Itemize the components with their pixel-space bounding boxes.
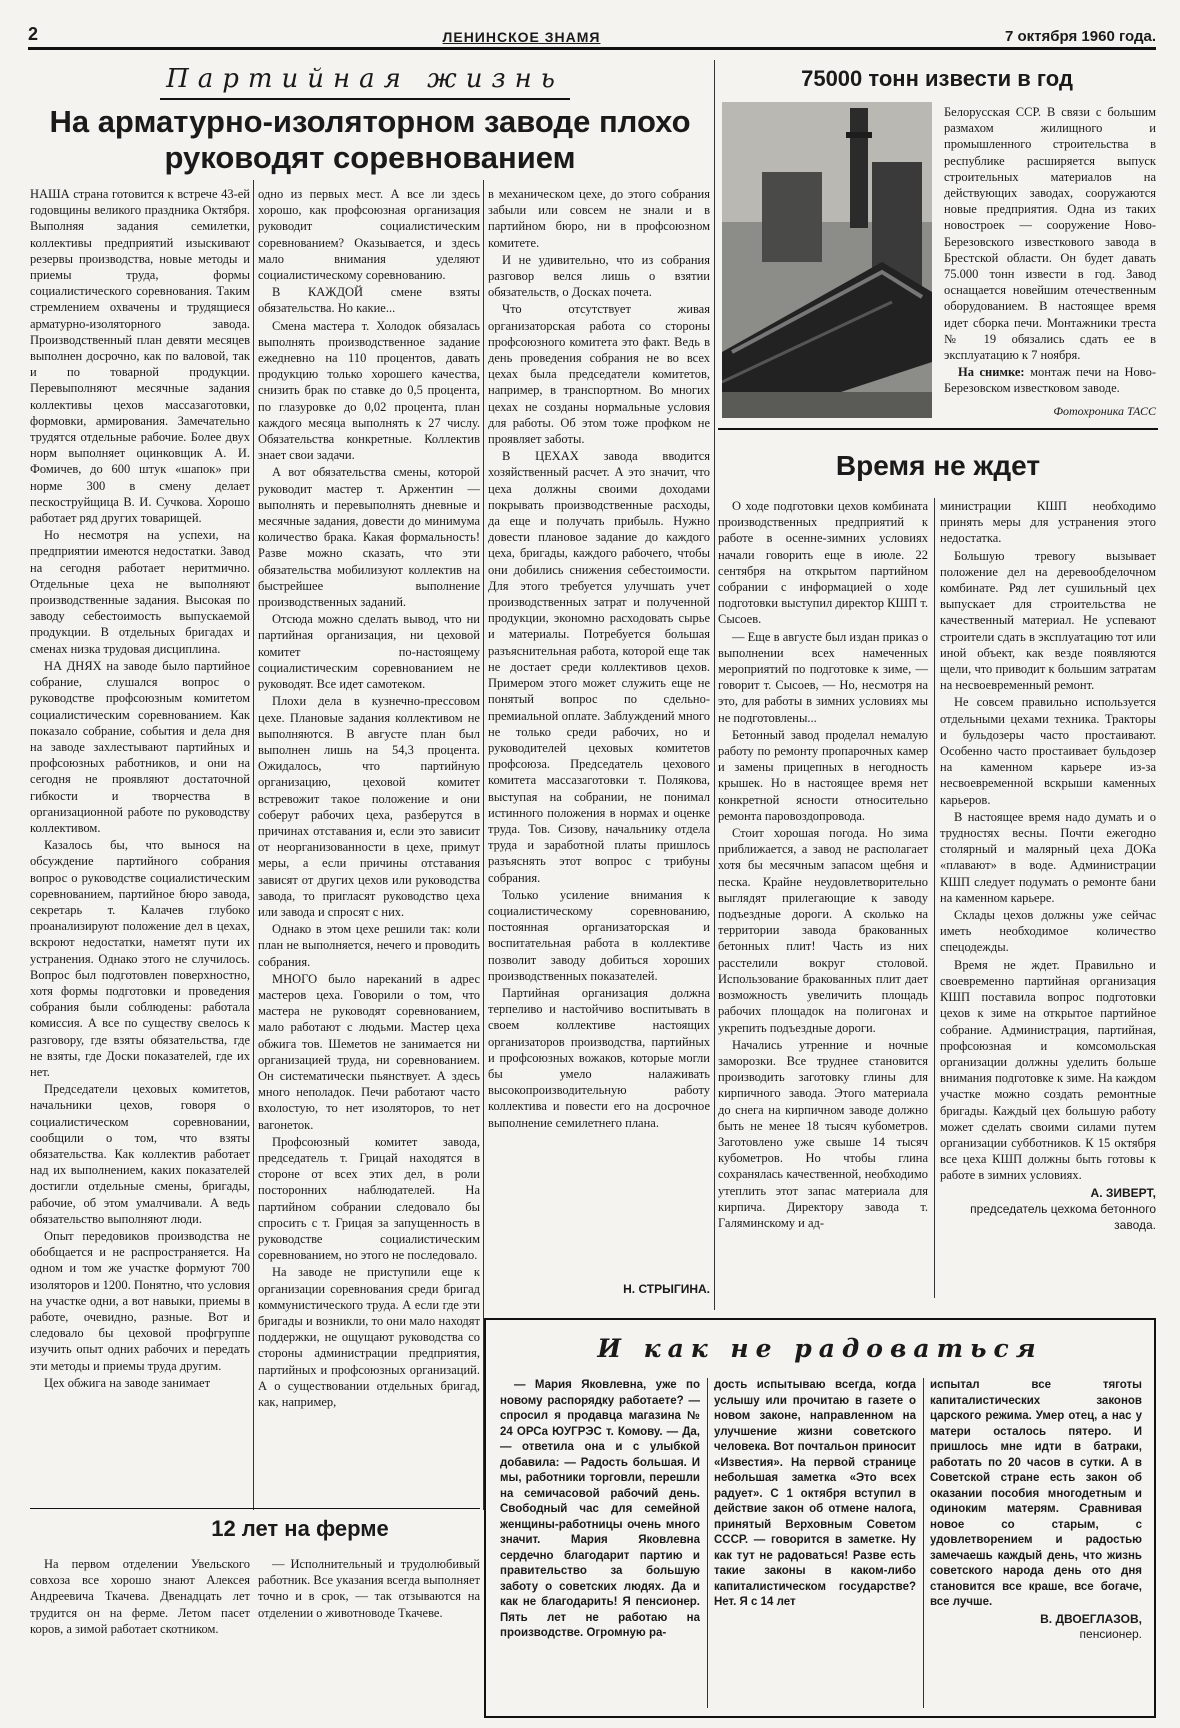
section-rubric: Партийная жизнь: [160, 64, 570, 100]
joy-column-1: [500, 1378, 700, 1708]
page-number: 2: [28, 24, 39, 44]
photo-caption: [944, 364, 1156, 396]
paragraph: Отсюда можно сделать вывод, что ни партийная организация, ни цеховой комитет по-настоящему социалистическим соревнованием не руководят. Все идет самотеком.: [258, 612, 480, 692]
joy-signature: В. ДВОЕГЛАЗОВ,: [1040, 1611, 1142, 1626]
photo-credit: Фотохроника ТАСС: [1053, 404, 1156, 418]
paragraph: Смена мастера т. Холодок обязалась выполнять производственное задание ежедневно на 110 процентов, давать продукцию только хорошего качества, снизить брак по ставке до 0,5 процента, по глазуровке до 0,02 процента, план каждого месяца выполнять к 27 числу. Обязательства конкретные. Коллектив знает свои задачи.: [258, 318, 480, 463]
joy-column-2: [714, 1378, 916, 1708]
paragraph: И не удивительно, что из собрания разговор велся лишь о взятии обязательств, о Досках почета.: [488, 252, 710, 300]
farm-title: 12 лет на ферме: [211, 1516, 389, 1541]
paragraph: Не совсем правильно используется отдельными цехами техника. Тракторы и бульдозеры часто простаивают. Особенно часто простаивает бульдозер на каменном карьере из-за несвоевременной вскрыши каменных карьеров.: [940, 695, 1156, 807]
lime-text: [944, 104, 1156, 404]
paragraph: Склады цехов должны уже сейчас иметь необходимое количество спецодежды.: [940, 908, 1156, 955]
paragraph: НАША страна готовится к встрече 43-ей годовщины великого праздника Октября. Выполняя задания семилетки, коллективы предприятий изыскивают резервы производства, новые методы и приемы труда, формы социалистического соревнования. Таким стремлением охвачены и трудящиеся арматурно-изоляторного завода. Производственный план девяти месяцев выполнен досрочно, как по валовой, так и по товарной продукции. Перевыполняют месячные задания коллективы цехов массазаготовки, формовки, армирования. Замечательно трудятся отдельные рабочие. Более двух норм выполняет оцинковщик А. И. Фомичев, до 600 штук «шапок» при норме 300 в смену делает пескоструйщица В. И. Сучкова. Хорошо работает ряд других товарищей.: [30, 187, 250, 526]
column-rule: [253, 180, 254, 1510]
section-divider: [30, 1508, 480, 1509]
farm-column-2: [258, 1556, 480, 1706]
paragraph: Начались утренние и ночные заморозки. Все труднее становится производить заготовку глины для кирпичного завода. Этого материала до снега на кирпичном заводе должно быть не менее 18 тысяч кубометров. Заготовлено уже свыше 14 тысяч кубометров. Но чтобы глина сохранялась качественной, необходимо утеплить этот запас материала для кирпича. Директору завода т. Галяминскому и ад-: [718, 1037, 928, 1230]
paragraph: Партийная организация должна терпеливо и настойчиво воспитывать в своем коллективе настоящих организаторов производства, партийных и профсоюзных вожаков, которые могли бы умело налаживать высокопроизводительную работу коллектива и повести его на досрочное выполнение семилетнего плана.: [488, 985, 710, 1130]
caption-label: На снимке:: [958, 365, 1025, 380]
column-rule: [483, 180, 484, 1510]
column-rule: [707, 1378, 708, 1708]
paragraph: Опыт передовиков производства не обобщается и не распространяется. На одном и том же участке формуют 700 изоляторов и 1200. Понятно, что условия на участке одни, а вот навыки, приемы в работе, очевидно, разные. Вот и следовало бы цеховой профгруппе изучить опыт одних рабочих и передать эти методы и приемы труда другим.: [30, 1229, 250, 1373]
paragraph: В настоящее время надо думать и о трудностях весны. Почти ежегодно столярный и малярный цеха ДОКа «плавают» в воде. Администрации КШП следует подумать о ремонте бани на каменном карьере.: [940, 809, 1156, 905]
masthead: [28, 24, 1156, 50]
paragraph: Бетонный завод проделал немалую работу по ремонту пропарочных камер и замены прицепных в негодность крышек. Но в настоящее время нет конкретной ясности относительно ремонта паровоздопровода.: [718, 727, 928, 823]
paragraph: Белорусская ССР. В связи с большим размахом жилищного и промышленного строительства в республике расширяется выпуск строительных материалов на действующих заводах, сооружаются новые предприятия. Одна из таких новостроек — сооружение Ново-Березовского известкового завода в Брестской области. Он будет давать 75.000 тонн извести в год. Завод оснащается новейшим отечественным оборудованием. В настоящее время идет сборка печи. Монтажники треста № 19 обязались сдать ее в эксплуатацию к 7 ноября.: [944, 105, 1156, 363]
column-rule: [934, 498, 935, 1298]
farm-column-1: [30, 1556, 250, 1706]
article-headline: На арматурно-изоляторном заводе плохо руководят соревнованием: [49, 104, 691, 175]
section-divider: [718, 428, 1158, 430]
paragraph: одно из первых мест. А все ли здесь хорошо, как профсоюзная организация руководит социалистическим соревнованием? Оказывается, и здесь мало внимания уделяют социалистическому соревнованию.: [258, 187, 480, 283]
paragraph: В ЦЕХАХ завода вводится хозяйственный расчет. А это значит, что цеха должны своими доходами покрывать производственные расходы, да еще и получать прибыль. Нужно довести плановое задание до каждого цеха, бригады, каждого рабочего, чтобы они добились снижения себестоимости. Для этого требуется улучшать учет производственных затрат и полученной продукции, экономно расходовать сырье и материалы. Потребуется большая разъяснительная работа, которой еще так не достает среди коллективов цехов. Примером этого может служить еще не понятый вопрос по сдельно-премиальной оплате. Заблуждений много не только среди рабочих, но и руководителей цеховых комитетов профсоюза. Председатель цехового комитета массазаготовки т. Полякова, выступая на собрании, не понимал истинного положения в нормах и оценке труда. Тов. Сизову, начальнику отдела труда и заработной платы пришлось разъяснять этот вопрос с трибуны собрания.: [488, 449, 710, 885]
paragraph: Стоит хорошая погода. Но зима приближается, а завод не располагает хотя бы месячным запасом щебня и песка. Крайне неудовлетворительно выглядят прилегающие к заводу подъездные дороги. А сколько на территории завода бракованных бетонных плит! Часть из них расстелили вокруг столовой. Использование бракованных плит дает возможность увеличить площадь рабочих площадок на полигонах и укрепить подъездные дороги.: [718, 826, 928, 1035]
paragraph: На заводе не приступили еще к организации соревнования среди бригад коммунистического труда. А если где эти бригады и возникли, то они мало находят поддержки, не ощущают руководства со стороны администрации предприятия, партийных и профсоюзных организаций. А о существовании отдельных бригад, как, например,: [258, 1265, 480, 1410]
paragraph: — Мария Яковлевна, уже по новому распорядку работаете? — спросил я продавца магазина № 24 ОРСа ЮУГРЭС т. Комову. — Да, — ответила она и с улыбкой добавила: — Радость большая. И мы, работники торговли, перешли на семичасовой рабочий день. Свободный час для семейной женщины-работницы очень много значит. Мария Яковлевна сердечно благодарит партию и правительство за большую заботу о советских людях. Да и как не благодарить! Я пенсионер. Пять лет не работаю на производстве. Огромную ра-: [500, 1379, 700, 1639]
paragraph: На первом отделении Увельского совхоза все хорошо знают Алексея Андреевича Ткачева. Двенадцать лет трудится он на ферме. Летом пасет коров, а зимой работает скотником.: [30, 1557, 250, 1636]
time-signature-role: председатель цехкома бетонного завода.: [970, 1201, 1156, 1232]
joy-title: И как не радоваться: [597, 1334, 1043, 1363]
paragraph: Только усиление внимания к социалистическому соревнованию, постоянная организаторская и воспитательная работа в коллективе позволит заводу добиться хороших производственных показателей.: [488, 887, 710, 983]
article-column-2: [258, 186, 480, 1504]
paragraph: Профсоюзный комитет завода, председатель т. Грицай находятся в стороне от всех этих дел, в роли посторонних наблюдателей. На партийном собрании следовало бы спросить с т. Грицая за запущенность в руководстве социалистическим соревнованием, но этого не последовало.: [258, 1134, 480, 1263]
paragraph: министрации КШП необходимо принять меры для устранения этого недостатка.: [940, 499, 1156, 546]
paragraph: в механическом цехе, до этого собрания забыли или совсем не знали и в партийном бюро, ни в профсоюзном комитете.: [488, 187, 710, 250]
paragraph: — Еще в августе был издан приказ о выполнении всех намеченных мероприятий по подготовке к зиме, — говорит т. Сысоев, — Но, несмотря на это, для работы в зимних условиях мы не подготовлены...: [718, 629, 928, 725]
lime-title: 75000 тонн извести в год: [801, 66, 1073, 91]
issue-date: 7 октября 1960 года.: [1004, 28, 1156, 45]
paragraph: Плохи дела в кузнечно-прессовом цехе. Плановые задания коллективом не выполняются. В августе план был выполнен лишь на 54,3 процента. Ожидалось, что партийную организацию, цеховой комитет встревожит такое положение и они соберут рабочих цеха, разберутся в причинах отставания и, если это зависит от неорганизованности в цехе, примут меры, а если причины отставания зависят от других цехов или руководства завода, то пригласят руководство цеха или завода и спросят с них.: [258, 694, 480, 919]
time-column-1: [718, 498, 928, 1298]
paragraph: дость испытываю всегда, когда услышу или прочитаю в газете о новом законе, направленном на улучшение жизни советского человека. Вот почтальон приносит «Известия». На первой странице небольшая заметка «Это всех радует». С 1 октября вступил в действие закон об отмене налога, принятый Верховным Советом СССР. — говорится в заметке. Ну как тут не радоваться! Разве есть такие законы в каком-либо капиталистическом государстве? Нет. Я с 14 лет: [714, 1379, 916, 1608]
time-title: Время не ждет: [835, 450, 1041, 481]
caption-text: монтаж печи на Ново-Березовском известковом заводе.: [944, 365, 1156, 396]
joy-signature-role: пенсионер.: [1079, 1627, 1142, 1641]
column-rule: [714, 60, 715, 1310]
paragraph: Большую тревогу вызывает положение дел на деревообделочном комбинате. Ряд лет сушильный цех выпускает для строительства не качественный материал. Не успевают строители сдать в эксплуатацию тот или иной объект, как везде появляются щели, что приводит к большим затратам на несвоевременный ремонт.: [940, 548, 1156, 693]
paragraph: Однако в этом цехе решили так: коли план не выполняется, нечего и проводить собрания.: [258, 922, 480, 969]
paragraph: НА ДНЯХ на заводе было партийное собрание, слушался вопрос о руководстве профсоюзным комитетом социалистическим соревнованием. Как показало собрание, события и дела дня на заводе захлестывают партийных и профсоюзных работников, и они на сегодня не проявляют достаточной гибкости и творчества в организационной работе по руководству коллективом.: [30, 658, 250, 835]
article-column-1: [30, 186, 250, 1494]
paragraph: Цех обжига на заводе занимает: [44, 1375, 211, 1390]
paragraph: Казалось бы, что вынося на обсуждение партийного собрания вопрос о руководстве социалистическим соревнованием, партийное бюро завода, секретарь т. Калачев глубоко проанализируют положение дел в цехах, вскроют недостатки, наметят пути их устранения. Однако этого не случилось. Вопрос был подготовлен поверхностно, хотя формы подготовки и проведения собрания были соблюдены: работала комиссия. А все по существу свелось к разговору, где взяты обязательства, где не взяты, где Доски показателей, где их нет.: [30, 838, 250, 1079]
paragraph: Председатели цеховых комитетов, начальники цехов, говоря о социалистическом соревновании, сообщили о том, что взяты обязательства. Как коллектив работает над их выполнением, каких показателей достигли отдельные смены, бригады, рабочие, об этом умалчивали. А ведь обязательство выполняют люди.: [30, 1082, 250, 1226]
paragraph: Время не ждет. Правильно и своевременно партийная организация КШП поставила вопрос подготовки цехов к зиме на открытое партийное собрание. Администрация, партийная, профсоюзная и комсомольская организации должны уделить больше внимания подготовке к зиме. На каждом участке можно создать ремонтные бригады. Каждый цех большую работу может сделать своими силами путем организации субботников. К 15 октября все цеха КШП должны быть готовы к работе в зимних условиях.: [940, 957, 1156, 1183]
paragraph: — Исполнительный и трудолюбивый работник. Все указания всегда выполняет точно и в срок, — так отзываются на отделении о животноводе Ткачеве.: [258, 1557, 480, 1620]
paragraph: О ходе подготовки цехов комбината производственных предприятий к работе в осенне-зимних условиях начали говорить еще в июле. 22 сентября на открытом партийном собрании с информацией о ходе подготовки выступил директор КШП т. Сысоев.: [718, 499, 928, 627]
paragraph: МНОГО было нареканий в адрес мастеров цеха. Говорили о том, что мастера не руководят соревнованием, мало работают с людьми. Мастер цеха обжига тов. Шеметов не занимается ни организацией труда, ни соревнованием. Он систематически пьянствует. А здесь много неполадок. Печи работают часто вхолостую, то нет изоляторов, то нет вагонеток.: [258, 971, 480, 1132]
paper-name: ЛЕНИНСКОЕ ЗНАМЯ: [442, 29, 601, 45]
paragraph: испытал все тяготы капиталистических законов царского режима. Умер отец, а нас у матери осталось пятеро. И пришлось мне идти в батраки, работать по 20 часов в сутки. А в Советской стране есть закон об оказании пособия многодетным и одиноким матерям. Сравнивая новое со старым, с удовлетворением и радостью замечаешь каждый день, что жизнь советского народа день ото дня становится все краше, все богаче, все лучше.: [930, 1379, 1142, 1608]
joy-article-box: [484, 1318, 1156, 1718]
column-rule: [923, 1378, 924, 1708]
article-signature: Н. СТРЫГИНА.: [623, 1282, 710, 1296]
paragraph: В КАЖДОЙ смене взяты обязательства. Но какие...: [258, 285, 480, 316]
article-column-3: [488, 186, 710, 1298]
time-signature: А. ЗИВЕРТ,: [1090, 1185, 1156, 1200]
paragraph: Что отсутствует живая организаторская работа со стороны профсоюзного комитета это факт. Ведь в день проведения собрания не во всех цехах была председатели комитетов, например, в транспортном. Во многих цехах не созданы нормальные условия для работы. Об этом тоже профком не проявляет заботы.: [488, 302, 710, 447]
paragraph: Но несмотря на успехи, на предприятии имеются недостатки. Завод на сегодня работает неритмично. Отдельные цеха не выполняют производственные задания. Высокая по заводу себестоимость выпускаемой продукции. В отдельных бригадах и сменах низка трудовая дисциплина.: [30, 528, 250, 656]
paragraph: А вот обязательства смены, которой руководит мастер т. Аржентин — выполнять и перевыполнять дневные и месячные задания, довести до минимума количество брака. Какая формальность! Разве можно сказать, что эти обязательства мобилизуют коллектив на быстрейшее выполнение производственных заданий.: [258, 465, 480, 610]
time-column-2: [940, 498, 1156, 1298]
kiln-photo: [722, 102, 932, 418]
joy-column-3: [930, 1378, 1142, 1708]
